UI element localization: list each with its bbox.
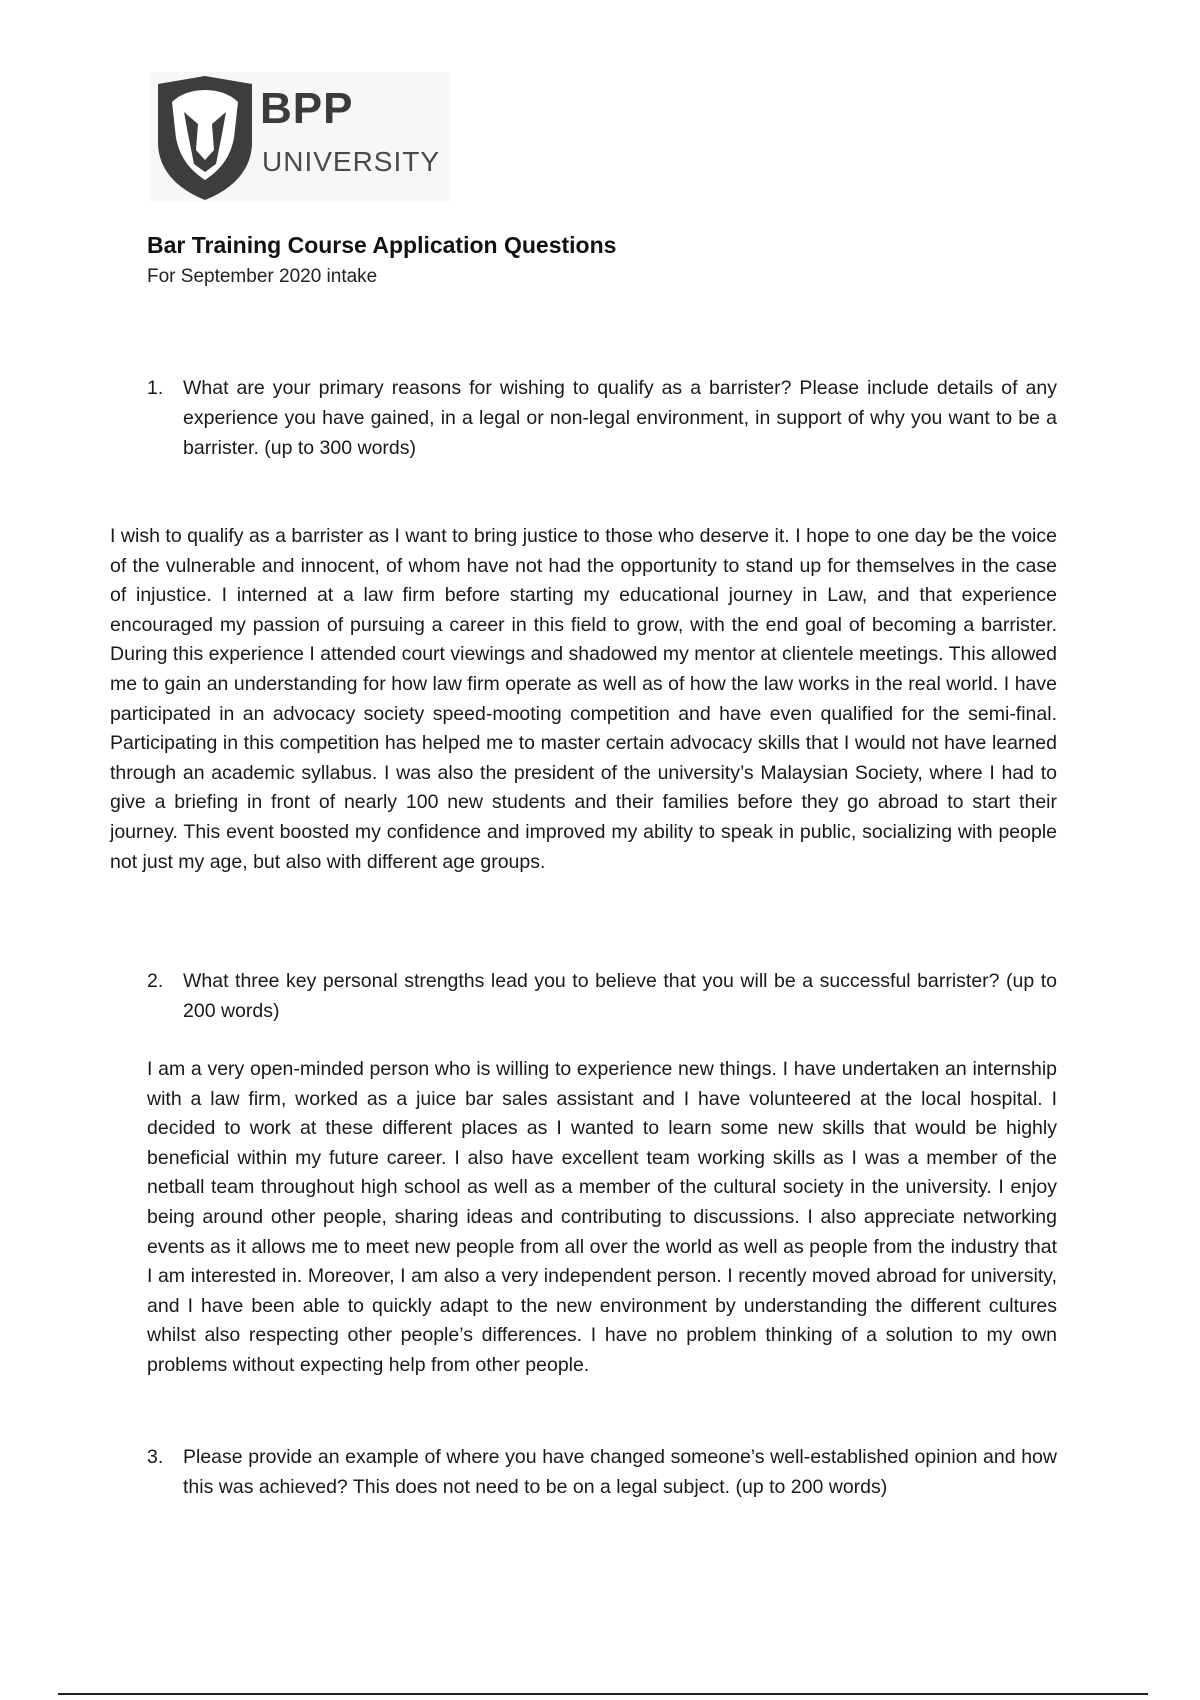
document-subtitle: For September 2020 intake bbox=[147, 266, 378, 287]
question-text: What are your primary reasons for wishing to qualify as a barrister? Please include details of any experience you have gained, in a legal or non-legal environment, in support of why you want to be a barrister. (up to 300 words) bbox=[183, 377, 1057, 459]
question-number: 1. bbox=[147, 377, 164, 399]
logo-name-bpp: BPP bbox=[260, 84, 354, 133]
question-3 bbox=[147, 1442, 1057, 1502]
question-text: Please provide an example of where you have changed someone’s well-established opinion and how this was achieved? This does not need to be on a legal subject. (up to 200 words) bbox=[183, 1446, 1057, 1498]
bpp-university-logo bbox=[150, 72, 450, 202]
question-number: 3. bbox=[147, 1446, 164, 1468]
question-1 bbox=[147, 373, 1057, 463]
logo-name-university: UNIVERSITY bbox=[262, 146, 441, 177]
answer-2: I am a very open-minded person who is willing to experience new things. I have undertaken an internship with a law firm, worked as a juice bar sales assistant and I have volunteered at the local hospital. I decided to work at these different places as I wanted to learn some new skills that would be highly beneficial within my future career. I also have excellent team working skills as I was a member of the netball team throughout high school as well as a member of the cultural society in the university. I enjoy being around other people, sharing ideas and contributing to discussions. I also appreciate networking events as it allows me to meet new people from all over the world as well as people from the industry that I am interested in. Moreover, I am also a very independent person. I recently moved abroad for university, and I have been able to quickly adapt to the new environment by understanding the different cultures whilst also respecting other people’s differences. I have no problem thinking of a solution to my own problems without expecting help from other people. bbox=[147, 1058, 1057, 1376]
lion-shield-icon bbox=[150, 72, 260, 202]
question-number: 2. bbox=[147, 970, 164, 992]
question-2 bbox=[147, 966, 1057, 1026]
footer-divider bbox=[58, 1693, 1148, 1695]
answer-1: I wish to qualify as a barrister as I want to bring justice to those who deserve it. I hope to one day be the voice of the vulnerable and innocent, of whom have not had the opportunity to stand up for themselves in the case of injustice. I interned at a law firm before starting my educational journey in Law, and that experience encouraged my passion of pursuing a career in this field to grow, with the end goal of becoming a barrister. During this experience I attended court viewings and shadowed my mentor at clientele meetings. This allowed me to gain an understanding for how law firm operate as well as of how the law works in the real world. I have participated in an advocacy society speed-mooting competition and have even qualified for the semi-final. Participating in this competition has helped me to master certain advocacy skills that I would not have learned through an academic syllabus. I was also the president of the university’s Malaysian Society, where I had to give a briefing in front of nearly 100 new students and their families before they go abroad to start their journey. This event boosted my confidence and improved my ability to speak in public, socializing with people not just my age, but also with different age groups. bbox=[110, 525, 1057, 873]
document-title: Bar Training Course Application Questions bbox=[147, 232, 617, 258]
question-text: What three key personal strengths lead you to believe that you will be a successful barrister? (up to 200 words) bbox=[183, 970, 1057, 1022]
